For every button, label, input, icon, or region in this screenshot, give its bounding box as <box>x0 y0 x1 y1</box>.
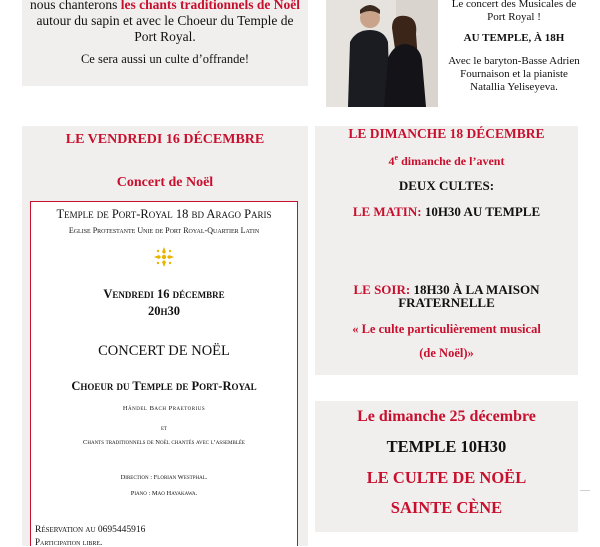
christmas-service-panel <box>22 0 308 86</box>
morning-value: 10H30 AU TEMPLE <box>421 204 541 219</box>
carols-text-pre: nous chanterons <box>30 0 121 12</box>
huguenot-cross-icon <box>153 246 175 268</box>
poster-date: Vendredi 16 décembre <box>103 287 225 301</box>
evening-value: 18H30 À LA MAISON FRATERNELLE <box>398 282 540 310</box>
musical-service-quote-end: (de Noël)» <box>419 346 474 360</box>
evening-label: LE SOIR: <box>353 282 411 297</box>
poster-time: 20h30 <box>147 304 180 318</box>
poster-church: Eglise Protestante Unie de Port Royal-Quartier Latin <box>68 226 260 235</box>
poster-datetime <box>31 286 297 320</box>
advent-number: 4 <box>388 154 395 168</box>
poster-venue: Temple de Port-Royal 18 bd Arago Paris <box>56 207 272 221</box>
concert-intro: Le concert des Musicales de Port Royal ! <box>451 0 577 23</box>
poster-direction: Direction : Florian Westphal. <box>120 474 208 481</box>
friday-event: Concert de Noël <box>116 175 214 190</box>
poster-piano: Piano : Mao Hayakawa. <box>130 490 198 497</box>
poster-participation: Participation libre. <box>35 537 103 547</box>
concert-info <box>444 0 584 94</box>
christmas-date: Le dimanche 25 décembre <box>357 408 536 425</box>
poster-and: et <box>160 425 168 432</box>
morning-label: LE MATIN: <box>352 204 422 219</box>
concert-place: AU TEMPLE, À 18H <box>463 32 565 44</box>
carols-text-post: autour du sapin et avec le Choeur du Temple de Port Royal. <box>36 13 294 44</box>
poster-carols: Chants traditionnels de Noël chantés avec l’assemblée <box>83 439 245 446</box>
evening-service <box>315 283 578 309</box>
poster-composers: Händel Bach Praetorius <box>122 405 206 412</box>
poster-title: CONCERT DE NOËL <box>98 343 230 359</box>
concert-artists: Avec le baryton-Basse Adrien Fournaison et la pianiste Natallia Yeliseyeva. <box>448 55 580 93</box>
divider <box>580 490 590 491</box>
advent-date: LE DIMANCHE 18 DÉCEMBRE <box>348 126 545 141</box>
carols-highlight: les chants traditionnels de Noël <box>120 0 300 12</box>
christmas-day-panel <box>315 401 578 532</box>
poster-choir: Choeur du Temple de Port-Royal <box>71 379 257 393</box>
carols-announcement <box>28 0 302 45</box>
concert-poster <box>30 201 298 546</box>
advent-text: dimanche de l’avent <box>398 154 505 168</box>
poster-reservation: Réservation au 0695445916 <box>35 525 146 535</box>
christmas-service: LE CULTE DE NOËL <box>366 468 527 487</box>
christmas-time: TEMPLE 10H30 <box>386 437 507 456</box>
musical-service-quote: « Le culte particulièrement musical <box>352 322 541 336</box>
christmas-communion: SAINTE CÈNE <box>390 498 503 517</box>
advent-superscript: e <box>394 153 399 162</box>
advent-sunday-panel <box>315 126 578 375</box>
offering-note: Ce sera aussi un culte d’offrande! <box>80 52 250 66</box>
friday-date: LE VENDREDI 16 DÉCEMBRE <box>65 132 265 147</box>
performers-photo <box>326 0 438 107</box>
morning-service <box>315 204 578 220</box>
services-count: DEUX CULTES: <box>398 178 495 193</box>
advent-label <box>315 153 578 169</box>
